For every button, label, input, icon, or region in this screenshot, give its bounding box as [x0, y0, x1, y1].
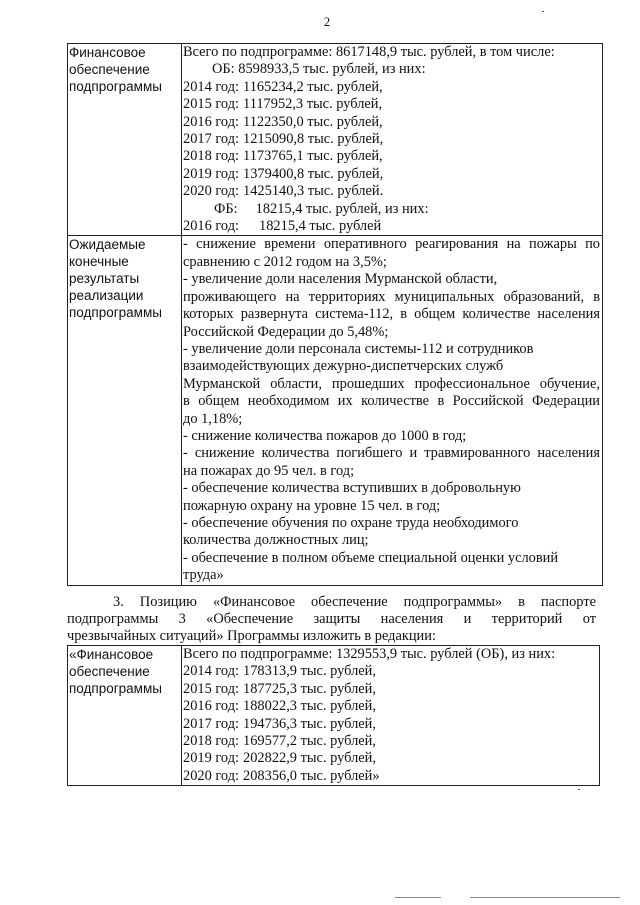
regional-budget-year: 2017 год:: [183, 131, 240, 148]
expected-result-line: - обеспечение количества вступивших в добровольную: [183, 480, 521, 497]
expected-result-line: - обеспечение в полном объеме специальной оценки условий: [183, 549, 559, 566]
expected-results-label-line: конечные: [69, 254, 129, 270]
scan-edge-mark: [395, 897, 441, 898]
paragraph-line: 3. Позицию «Финансовое обеспечение подпрограммы» в паспорте: [113, 594, 596, 610]
subprogram3-amount: 202822,9 тыс. рублей,: [243, 750, 376, 767]
financing-value-cell: [182, 44, 603, 236]
federal-budget-line: [183, 201, 600, 218]
expected-result-line: количества должностных лиц;: [183, 532, 369, 549]
subprogram3-year: 2014 год:: [183, 663, 240, 680]
subprogram3-financing-row: [68, 646, 600, 786]
financing-total: Всего по подпрограмме: 8617148,9 тыс. рублей, в том числе:: [183, 44, 555, 60]
federal-budget-year: 2016 год:: [183, 218, 240, 235]
expected-result-line: в общем необходимом их количестве в Российской Федерации: [183, 393, 600, 410]
regional-budget-year: 2018 год:: [183, 148, 240, 165]
subprogram3-year-line: [183, 663, 597, 680]
subprogram3-year-line: [183, 768, 597, 785]
regional-budget-amount: 1117952,3 тыс. рублей,: [243, 96, 383, 113]
expected-result-line: сравнению с 2012 годом на 3,5%;: [183, 253, 387, 270]
financing-label-line: подпрограммы: [69, 79, 162, 94]
regional-budget-amount: 1215090,8 тыс. рублей,: [243, 131, 384, 148]
subprogram3-financing-table: [67, 645, 600, 786]
expected-result-line: на пожарах до 95 чел. в год;: [183, 462, 355, 479]
scan-speck: [542, 11, 544, 12]
regional-budget-year: 2015 год:: [183, 96, 240, 113]
amendment-paragraph: [67, 594, 596, 646]
expected-result-line: - снижение количества пожаров до 1000 в год;: [183, 427, 467, 444]
regional-budget-year-line: [183, 79, 600, 96]
subprogram3-total: Всего по подпрограмме: 1329553,9 тыс. рублей (ОБ), из них:: [183, 646, 556, 662]
regional-budget-line: ОБ: 8598933,5 тыс. рублей, из них:: [212, 61, 426, 78]
regional-budget-year: 2020 год:: [183, 183, 240, 200]
regional-budget-amount: 1425140,3 тыс. рублей.: [243, 183, 384, 200]
regional-budget-years: [183, 79, 600, 201]
expected-result-line: до 1,18%;: [183, 410, 243, 427]
regional-budget-amount: 1379400,8 тыс. рублей,: [243, 165, 384, 182]
regional-budget-year-line: [183, 96, 600, 113]
expected-result-line: - снижение количества погибшего и травмированного населения: [183, 445, 600, 462]
paragraph-line: чрезвычайных ситуаций» Программы изложить в редакции:: [67, 628, 436, 645]
subprogram3-year-line: [183, 698, 597, 715]
scan-edge-mark: [470, 897, 620, 898]
subprogram3-amount: 208356,0 тыс. рублей»: [243, 767, 380, 784]
expected-results-label-cell: [68, 236, 182, 585]
financing-label-line: Финансовое: [69, 45, 146, 60]
subprogram3-amount: 194736,3 тыс. рублей,: [243, 715, 376, 732]
subprogram3-year-line: [183, 733, 597, 750]
subprogram3-amount: 178313,9 тыс. рублей,: [243, 663, 376, 680]
subprogram3-year-line: [183, 750, 597, 767]
subprogram3-year: 2016 год:: [183, 698, 240, 715]
subprogram3-year: 2015 год:: [183, 680, 240, 697]
subprogram3-value-cell: [182, 646, 600, 786]
expected-results-label-line: Ожидаемые: [69, 237, 146, 253]
subprogram3-amount: 188022,3 тыс. рублей,: [243, 698, 376, 715]
subprogram3-label-cell: [68, 646, 182, 786]
expected-results-row: [68, 236, 603, 585]
regional-budget-year-line: [183, 131, 600, 148]
expected-result-line: пожарную охрану на уровне 15 чел. в год;: [183, 497, 441, 514]
regional-budget-year: 2014 год:: [183, 78, 240, 95]
subprogram3-years: [183, 663, 597, 785]
expected-result-line: труда»: [183, 567, 224, 584]
subprogram3-year: 2018 год:: [183, 733, 240, 750]
paragraph-line: подпрограммы 3 «Обеспечение защиты населения и территорий от: [67, 611, 596, 628]
subprogram3-year-line: [183, 681, 597, 698]
regional-budget-year-line: [183, 114, 600, 131]
regional-budget-amount: 1122350,0 тыс. рублей,: [243, 113, 383, 130]
regional-budget-year: 2019 год:: [183, 165, 240, 182]
subprogram3-year: 2020 год:: [183, 767, 240, 784]
expected-result-line: - увеличение доли персонала системы-112 и сотрудников: [183, 340, 534, 357]
subprogram3-label-line: обеспечение: [69, 664, 150, 679]
scan-speck: [578, 789, 580, 790]
federal-budget-year-line: [183, 218, 600, 235]
expected-result-line: - увеличение доли населения Мурманской области,: [183, 271, 498, 288]
expected-results-label-line: подпрограммы: [69, 305, 162, 321]
subprogram3-amount: 187725,3 тыс. рублей,: [243, 680, 376, 697]
subprogram3-label-line: подпрограммы: [69, 681, 162, 696]
financing-row: [68, 44, 603, 236]
subprogram3-year-line: [183, 716, 597, 733]
expected-result-line: Российской Федерации до 5,48%;: [183, 323, 389, 340]
subprogram3-year: 2017 год:: [183, 715, 240, 732]
expected-result-line: Мурманской области, прошедших профессиональное обучение,: [183, 375, 600, 392]
federal-budget-year-amount: 18215,4 тыс. рублей: [259, 218, 382, 235]
regional-budget-year-line: [183, 148, 600, 165]
expected-results-label-line: реализации: [69, 288, 144, 304]
financing-label-cell: [68, 44, 182, 236]
expected-result-line: - снижение времени оперативного реагирования на пожары по: [183, 236, 600, 253]
financing-label-line: обеспечение: [69, 62, 150, 77]
regional-budget-amount: 1165234,2 тыс. рублей,: [243, 78, 383, 95]
expected-result-line: которых развернута система-112, в общем количестве населения: [183, 306, 600, 323]
regional-budget-year-line: [183, 183, 600, 200]
subprogram3-amount: 169577,2 тыс. рублей,: [243, 733, 376, 750]
regional-budget-year: 2016 год:: [183, 113, 240, 130]
expected-result-line: - обеспечение обучения по охране труда необходимого: [183, 514, 519, 531]
subprogram3-label-line: «Финансовое: [69, 647, 154, 662]
expected-result-line: проживающего на территориях муниципальных образований, в: [183, 288, 600, 305]
federal-budget-amount: 18215,4 тыс. рублей, из них:: [255, 200, 429, 217]
regional-budget-year-line: [183, 166, 600, 183]
expected-result-line: взаимодействующих дежурно-диспетчерских служб: [183, 358, 504, 375]
subprogram3-year: 2019 год:: [183, 750, 240, 767]
expected-results-text-cell: [182, 236, 603, 585]
federal-budget-label: ФБ:: [214, 200, 238, 217]
financing-results-table: [67, 43, 603, 586]
page-number: 2: [323, 14, 331, 29]
regional-budget-amount: 1173765,1 тыс. рублей,: [243, 148, 383, 165]
expected-results-label-line: результаты: [69, 271, 140, 287]
